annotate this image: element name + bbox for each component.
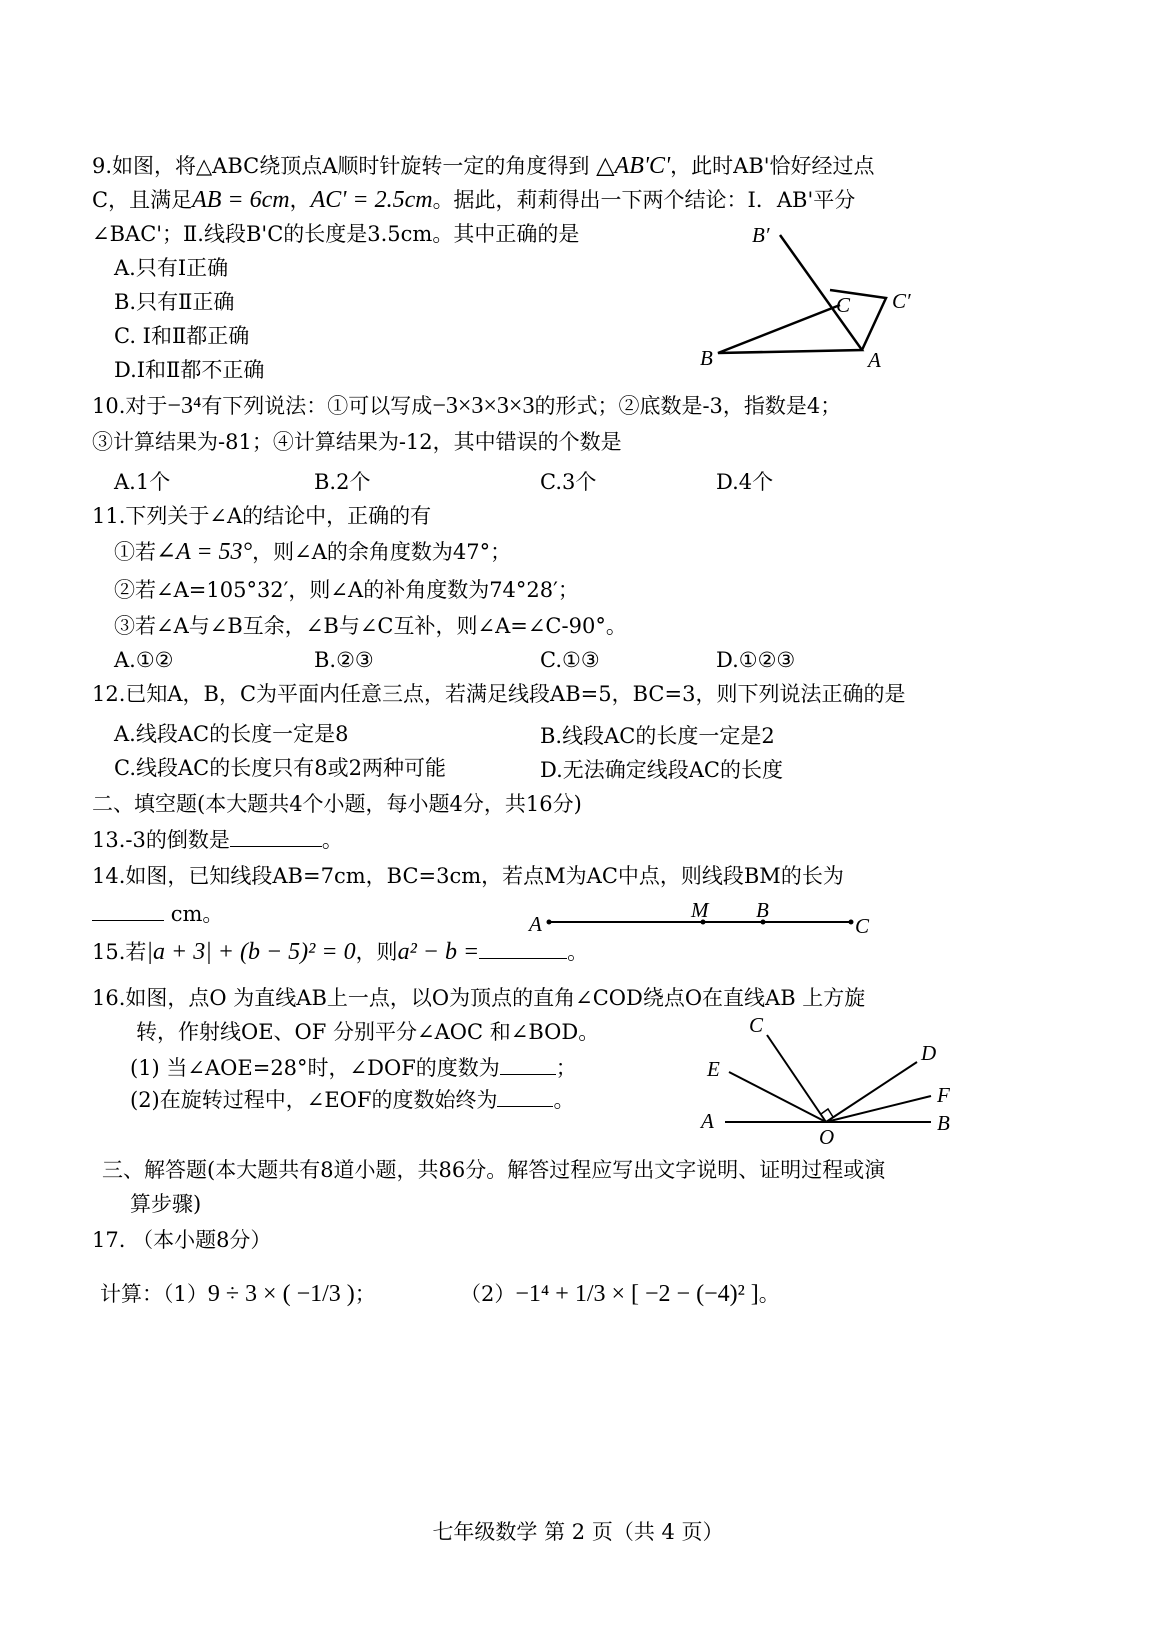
q17-label-2: （2） [460, 1282, 516, 1306]
q9-option-b: B.只有Ⅱ正确 [114, 290, 235, 314]
q16-ray-oe [729, 1072, 826, 1122]
q9-text: C，且满足 [92, 188, 193, 212]
q14-point-a [547, 920, 552, 925]
q13-text: 13.-3的倒数是 [92, 828, 230, 852]
q16-label-d: D [921, 1041, 937, 1065]
section-2-heading: 二、填空题(本大题共4个小题，每小题4分，共16分) [92, 792, 582, 816]
q9-option-c: C. Ⅰ和Ⅱ都正确 [114, 324, 250, 348]
q16-text: ； [555, 1056, 577, 1080]
q16-ray-od [826, 1062, 917, 1122]
q10-text: 10.对于 [92, 394, 168, 418]
q11-line1: 11.下列关于∠A的结论中，正确的有 [92, 504, 432, 528]
section-3-heading-line2: 算步骤) [130, 1192, 202, 1216]
q11-math-angle: ∠A = 53° [156, 539, 253, 565]
q16-angle-figure [695, 1010, 965, 1150]
q15-answer-blank[interactable] [479, 938, 567, 959]
q17-title: 17. （本小题8分） [92, 1228, 272, 1252]
q13-text-end: 。 [321, 828, 343, 852]
q11-option-c: C.①③ [540, 648, 600, 672]
q11-option-b: B.②③ [314, 648, 374, 672]
q15-math-expression: a² − b = [397, 939, 480, 965]
q14-label-c: C [855, 914, 870, 938]
q12-option-d: D.无法确定线段AC的长度 [540, 758, 783, 782]
q16-label-a: A [701, 1109, 714, 1133]
q17-calc-line-2 [460, 1280, 780, 1308]
q10-line1 [92, 392, 841, 420]
q10-option-c: C.3个 [540, 470, 597, 494]
q9-math-ac: AC' = 2.5cm [310, 187, 433, 213]
q16-text: (1) 当∠AOE=28°时，∠DOF的度数为 [130, 1056, 500, 1080]
q17-prefix: 计算：（1） [100, 1282, 208, 1306]
q16-text: 。 [553, 1088, 575, 1112]
q16-ray-oc [767, 1035, 826, 1122]
q10-option-d: D.4个 [716, 470, 774, 494]
q14-segment-figure [525, 895, 885, 940]
q15-text: ，则 [355, 940, 398, 964]
q12-line1: 12.已知A，B，C为平面内任意三点，若满足线段AB=5，BC=3，则下列说法正确的是 [92, 682, 906, 706]
q16-answer-blank-2[interactable] [497, 1086, 553, 1107]
q17-expression-2: −1⁴ + 1/3 × [ −2 − (−4)² ] [515, 1281, 759, 1307]
q15-line [92, 938, 588, 966]
q13-answer-blank[interactable] [230, 826, 322, 847]
q16-ray-of [826, 1096, 931, 1122]
q16-label-b: B [937, 1111, 950, 1135]
q9-line1 [92, 152, 875, 180]
q13-line [92, 826, 343, 854]
q10-line2: ③计算结果为-81；④计算结果为-12，其中错误的个数是 [92, 430, 622, 454]
q17-end: 。 [758, 1282, 780, 1306]
q10-text: 的形式；②底数是-3，指数是4； [534, 394, 842, 418]
q14-unit: cm。 [170, 902, 224, 926]
q16-line3 [130, 1054, 577, 1082]
q9-label-a: A [868, 348, 881, 372]
q11-text: ，则∠A的余角度数为47°； [252, 540, 512, 564]
q16-answer-blank-1[interactable] [500, 1054, 556, 1075]
q9-line3: ∠BAC'；Ⅱ.线段B'C的长度是3.5cm。其中正确的是 [92, 222, 580, 246]
q9-label-c-prime: C′ [892, 289, 911, 313]
q16-label-f: F [937, 1083, 950, 1107]
q14-label-m: M [691, 898, 709, 922]
q9-line2 [92, 186, 855, 214]
q15-math-equation: |a + 3| + (b − 5)² = 0 [146, 939, 356, 965]
q10-option-a: A.1个 [114, 470, 171, 494]
q16-label-e: E [707, 1057, 720, 1081]
q15-text: 15.若 [92, 940, 147, 964]
q9-text: 。据此，莉莉得出一下两个结论：Ⅰ．AB'平分 [432, 188, 856, 212]
q14-answer-blank[interactable] [92, 900, 164, 921]
q9-text-tail: ，此时AB'恰好经过点 [670, 154, 875, 178]
q14-line2 [92, 900, 223, 928]
q14-point-c [849, 920, 854, 925]
q11-option-a: A.①② [114, 648, 174, 672]
q14-label-b: B [756, 898, 769, 922]
q11-text: ①若 [114, 540, 156, 564]
q11-line4: ③若∠A与∠B互余，∠B与∠C互补，则∠A=∠C-90°。 [114, 614, 627, 638]
q10-text: 有下列说法：①可以写成 [201, 394, 433, 418]
q16-label-c: C [749, 1013, 764, 1037]
q16-line4 [130, 1086, 574, 1114]
q9-math-triangle: △AB'C' [596, 153, 671, 179]
q12-option-c: C.线段AC的长度只有8或2两种可能 [114, 756, 446, 780]
q9-label-b-prime: B′ [752, 223, 770, 247]
q16-text: (2)在旋转过程中，∠EOF的度数始终为 [130, 1088, 498, 1112]
page-footer: 七年级数学 第 2 页（共 4 页） [432, 1520, 724, 1544]
q9-math-ab: AB = 6cm [192, 187, 290, 213]
q17-separator: ； [354, 1282, 376, 1306]
q16-line2: 转，作射线OE、OF 分别平分∠AOC 和∠BOD。 [136, 1020, 600, 1044]
q15-text-end: 。 [567, 940, 589, 964]
q9-option-d: D.Ⅰ和Ⅱ都不正确 [114, 358, 265, 382]
q11-line3: ②若∠A=105°32′，则∠A的补角度数为74°28′； [114, 578, 579, 602]
q17-expression-1: 9 ÷ 3 × ( −1/3 ) [207, 1281, 355, 1307]
q9-triangle-figure [690, 220, 930, 380]
section-3-heading-line1: 三、解答题(本大题共有8道小题，共86分。解答过程应写出文字说明、证明过程或演 [102, 1158, 886, 1182]
q9-label-b: B [700, 346, 713, 370]
q10-math-product: −3×3×3×3 [432, 393, 535, 419]
q9-text: ， [289, 188, 311, 212]
q16-label-o: O [819, 1125, 835, 1149]
q10-option-b: B.2个 [314, 470, 371, 494]
q14-label-a: A [529, 912, 542, 936]
q12-option-b: B.线段AC的长度一定是2 [540, 724, 775, 748]
q12-option-a: A.线段AC的长度一定是8 [114, 722, 349, 746]
q11-line2 [114, 538, 511, 566]
q11-option-d: D.①②③ [716, 648, 796, 672]
q10-math-power: −3⁴ [167, 393, 202, 419]
q16-line1: 16.如图，点O 为直线AB上一点，以O为顶点的直角∠COD绕点O在直线AB 上方旋 [92, 986, 866, 1010]
q9-label-c: C [836, 293, 851, 317]
q9-text: 9.如图，将△ABC绕顶点A顺时针旋转一定的角度得到 [92, 154, 590, 178]
q14-line1: 14.如图，已知线段AB=7cm，BC=3cm，若点M为AC中点，则线段BM的长为 [92, 864, 844, 888]
q17-calc-line [100, 1280, 376, 1308]
q9-option-a: A.只有Ⅰ正确 [114, 256, 229, 280]
